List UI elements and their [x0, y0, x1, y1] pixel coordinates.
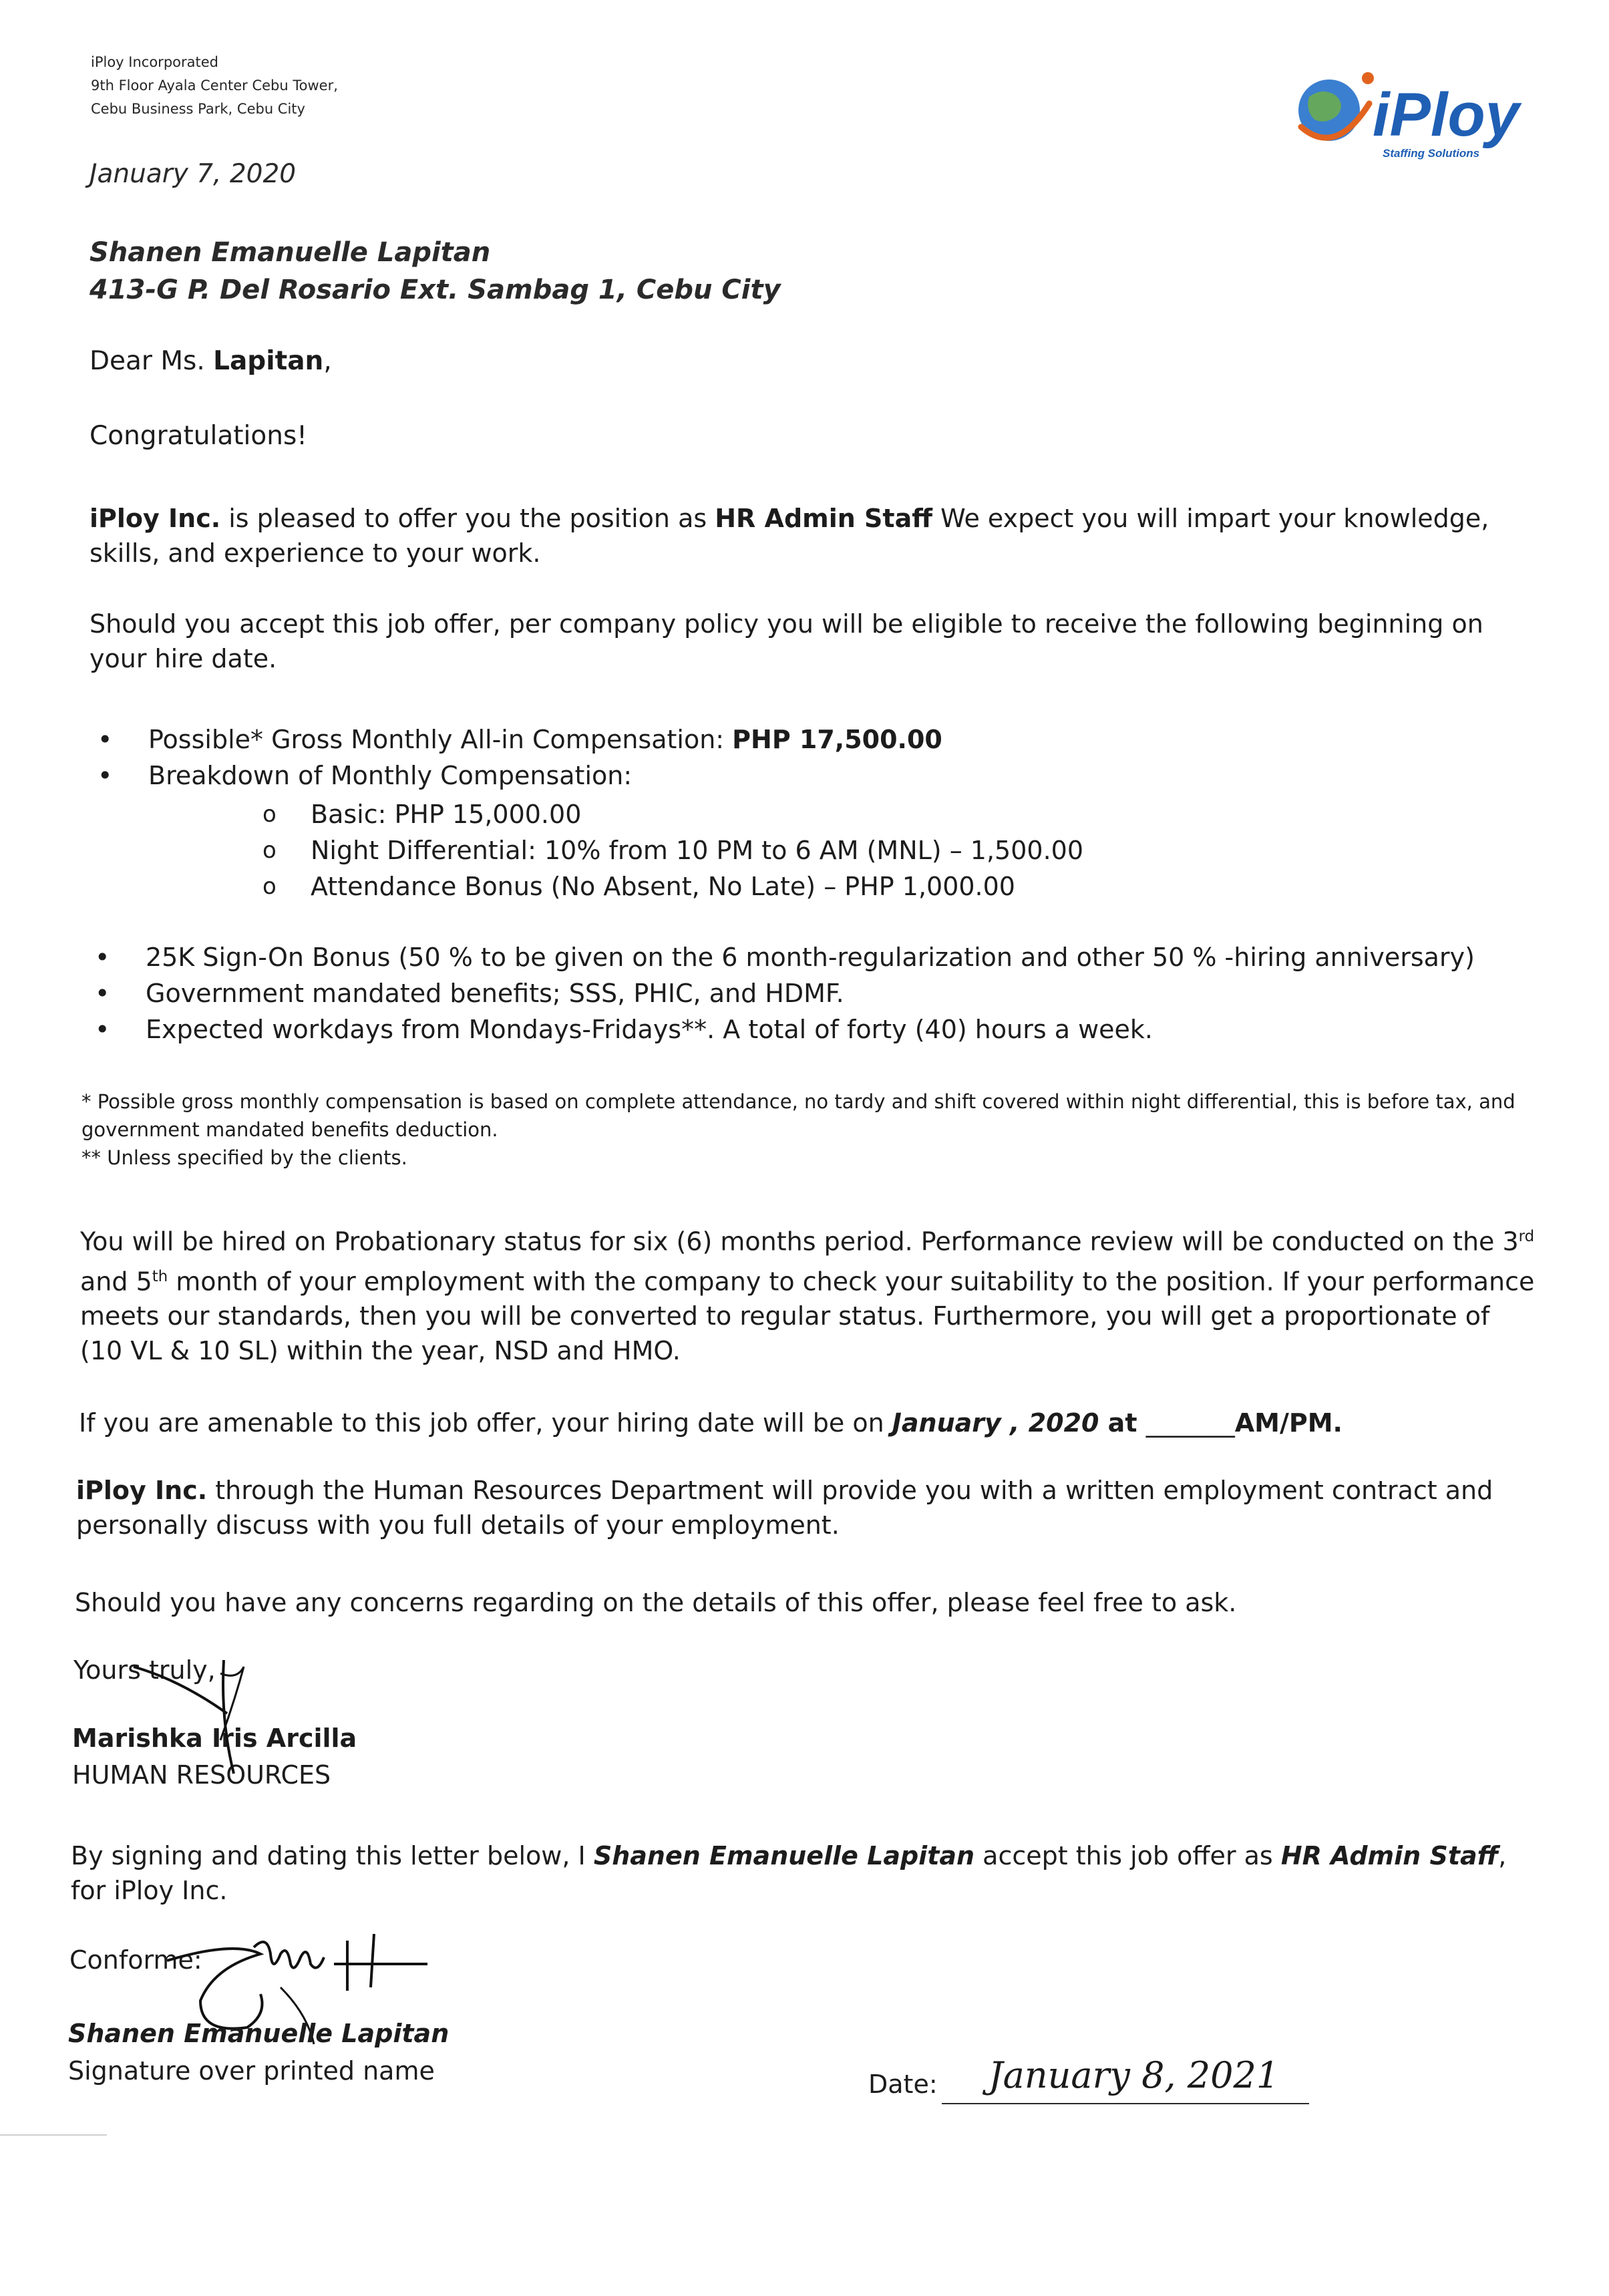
circle-bullet-icon: o	[262, 837, 277, 864]
company-name: iPloy Incorporated	[91, 54, 218, 70]
bullet-icon: •	[98, 725, 113, 754]
hiring-year: , 2020	[1001, 1408, 1099, 1438]
list-item	[98, 758, 942, 794]
company-name-inline: iPloy Inc.	[76, 1476, 208, 1505]
footnote-2: ** Unless specified by the clients.	[81, 1146, 407, 1169]
breakdown-night-differential: Night Differential: 10% from 10 PM to 6 AM (MNL) – 1,500.00	[311, 836, 1083, 865]
probation-paragraph	[80, 1219, 1536, 1368]
bullet-icon: •	[95, 979, 110, 1008]
hiring-month: January	[892, 1408, 1001, 1438]
list-item	[262, 796, 1083, 832]
gross-value: PHP 17,500.00	[732, 725, 942, 754]
date-line	[942, 2103, 1309, 2104]
bullet-icon: •	[98, 761, 113, 790]
ordinal-rd: rd	[1518, 1228, 1535, 1245]
contract-paragraph	[76, 1473, 1532, 1542]
probation-text-c: month of your employment with the company to check your suitability to the position. If your performance meets our standards, then you will be converted to regular status. Furthermore, you will get a proportionate of (10 VL & 10 SL) within the year, NSD and HMO.	[80, 1267, 1535, 1366]
hr-signature	[120, 1640, 294, 1787]
acceptance-position: HR Admin Staff	[1280, 1841, 1499, 1870]
company-address-line1: 9th Floor Ayala Center Cebu Tower,	[91, 77, 338, 94]
iploy-logo	[1282, 63, 1550, 164]
hiring-ampm: AM/PM.	[1234, 1408, 1343, 1438]
recipient-address: 413-G P. Del Rosario Ext. Sambag 1, Cebu City	[90, 275, 781, 305]
company-address	[91, 51, 338, 121]
acceptance-text-c: , for iPloy Inc.	[71, 1841, 1507, 1905]
acceptance-name: Shanen Emanuelle Lapitan	[593, 1841, 975, 1870]
date-label: Date:	[868, 2070, 938, 2099]
breakdown-basic: Basic: PHP 15,000.00	[311, 800, 582, 829]
signer-name: Marishka Iris Arcilla	[72, 1724, 357, 1753]
breakdown-list	[262, 796, 1083, 905]
closing: Yours truly,	[73, 1655, 216, 1685]
eligibility-paragraph: Should you accept this job offer, per company policy you will be eligible to receive the following beginning on your hire date.	[90, 609, 1483, 673]
compensation-list	[98, 721, 942, 794]
circle-bullet-icon: o	[262, 873, 277, 900]
other-benefits-list	[95, 939, 1475, 1047]
salutation-suffix: ,	[323, 346, 332, 376]
probation-text-b: and 5	[80, 1267, 152, 1297]
salutation	[90, 346, 332, 376]
government-benefits: Government mandated benefits; SSS, PHIC, and HDMF.	[146, 979, 844, 1008]
list-item	[95, 1011, 1475, 1047]
hiring-date-text: If you are amenable to this job offer, your hiring date will be on	[79, 1408, 892, 1438]
footnotes	[81, 1088, 1551, 1172]
hiring-time-blank: _______	[1145, 1408, 1235, 1438]
sign-on-bonus: 25K Sign-On Bonus (50 % to be given on the 6 month-regularization and other 50 % -hiring anniversary)	[146, 943, 1475, 972]
breakdown-label: Breakdown of Monthly Compensation:	[148, 761, 633, 790]
svg-text:Staffing Solutions: Staffing Solutions	[1383, 147, 1480, 160]
offer-text-b: We expect you will impart your knowledge, skills, and experience to your work.	[90, 504, 1489, 568]
bullet-icon: •	[95, 1015, 110, 1044]
offer-paragraph	[90, 501, 1546, 570]
concerns-paragraph: Should you have any concerns regarding on the details of this offer, please feel free to ask.	[75, 1588, 1237, 1617]
list-item	[98, 721, 942, 758]
hiring-at: at	[1099, 1408, 1146, 1438]
signature-caption: Signature over printed name	[68, 2056, 435, 2086]
congratulations-line: Congratulations!	[90, 421, 307, 451]
letter-date: January 7, 2020	[90, 159, 297, 189]
circle-bullet-icon: o	[262, 801, 277, 828]
signer-department: HUMAN RESOURCES	[72, 1760, 331, 1790]
conforme-label: Conforme:	[69, 1945, 202, 1975]
list-item	[262, 832, 1083, 868]
gross-label: Possible* Gross Monthly All-in Compensation:	[148, 725, 733, 754]
salutation-prefix: Dear Ms.	[90, 346, 214, 376]
divider	[0, 2134, 107, 2136]
ordinal-th: th	[152, 1267, 168, 1285]
breakdown-attendance-bonus: Attendance Bonus (No Absent, No Late) – PHP 1,000.00	[311, 872, 1015, 901]
company-address-line2: Cebu Business Park, Cebu City	[91, 101, 305, 117]
list-item	[95, 939, 1475, 975]
acceptance-paragraph	[71, 1838, 1547, 1908]
recipient-name: Shanen Emanuelle Lapitan	[90, 237, 491, 268]
list-item	[95, 975, 1475, 1011]
acceptance-text-a: By signing and dating this letter below, I	[71, 1841, 594, 1870]
handwritten-date: January 8, 2021	[989, 2054, 1280, 2096]
acceptance-text-b: accept this job offer as	[974, 1841, 1281, 1870]
position-title: HR Admin Staff	[715, 504, 933, 533]
printed-name: Shanen Emanuelle Lapitan	[68, 2019, 450, 2048]
company-name-inline: iPloy Inc.	[90, 504, 221, 533]
bullet-icon: •	[95, 943, 110, 972]
salutation-surname: Lapitan	[213, 346, 324, 376]
offer-text-a: is pleased to offer you the position as	[220, 504, 715, 533]
footnote-1: * Possible gross monthly compensation is based on complete attendance, no tardy and shift covered within night differential, this is before tax, and government mandated benefits deduction.	[81, 1090, 1515, 1141]
list-item	[262, 868, 1083, 905]
svg-text:iPloy: iPloy	[1373, 81, 1519, 149]
probation-text-a: You will be hired on Probationary status for six (6) months period. Performance review will be conducted on the 3	[80, 1226, 1519, 1257]
recipient-block	[90, 234, 781, 309]
contract-text: through the Human Resources Department will provide you with a written employment contract and personally discuss with you full details of your employment.	[76, 1476, 1493, 1540]
hiring-date-paragraph	[79, 1408, 1343, 1438]
workdays: Expected workdays from Mondays-Fridays**. A total of forty (40) hours a week.	[146, 1015, 1153, 1044]
